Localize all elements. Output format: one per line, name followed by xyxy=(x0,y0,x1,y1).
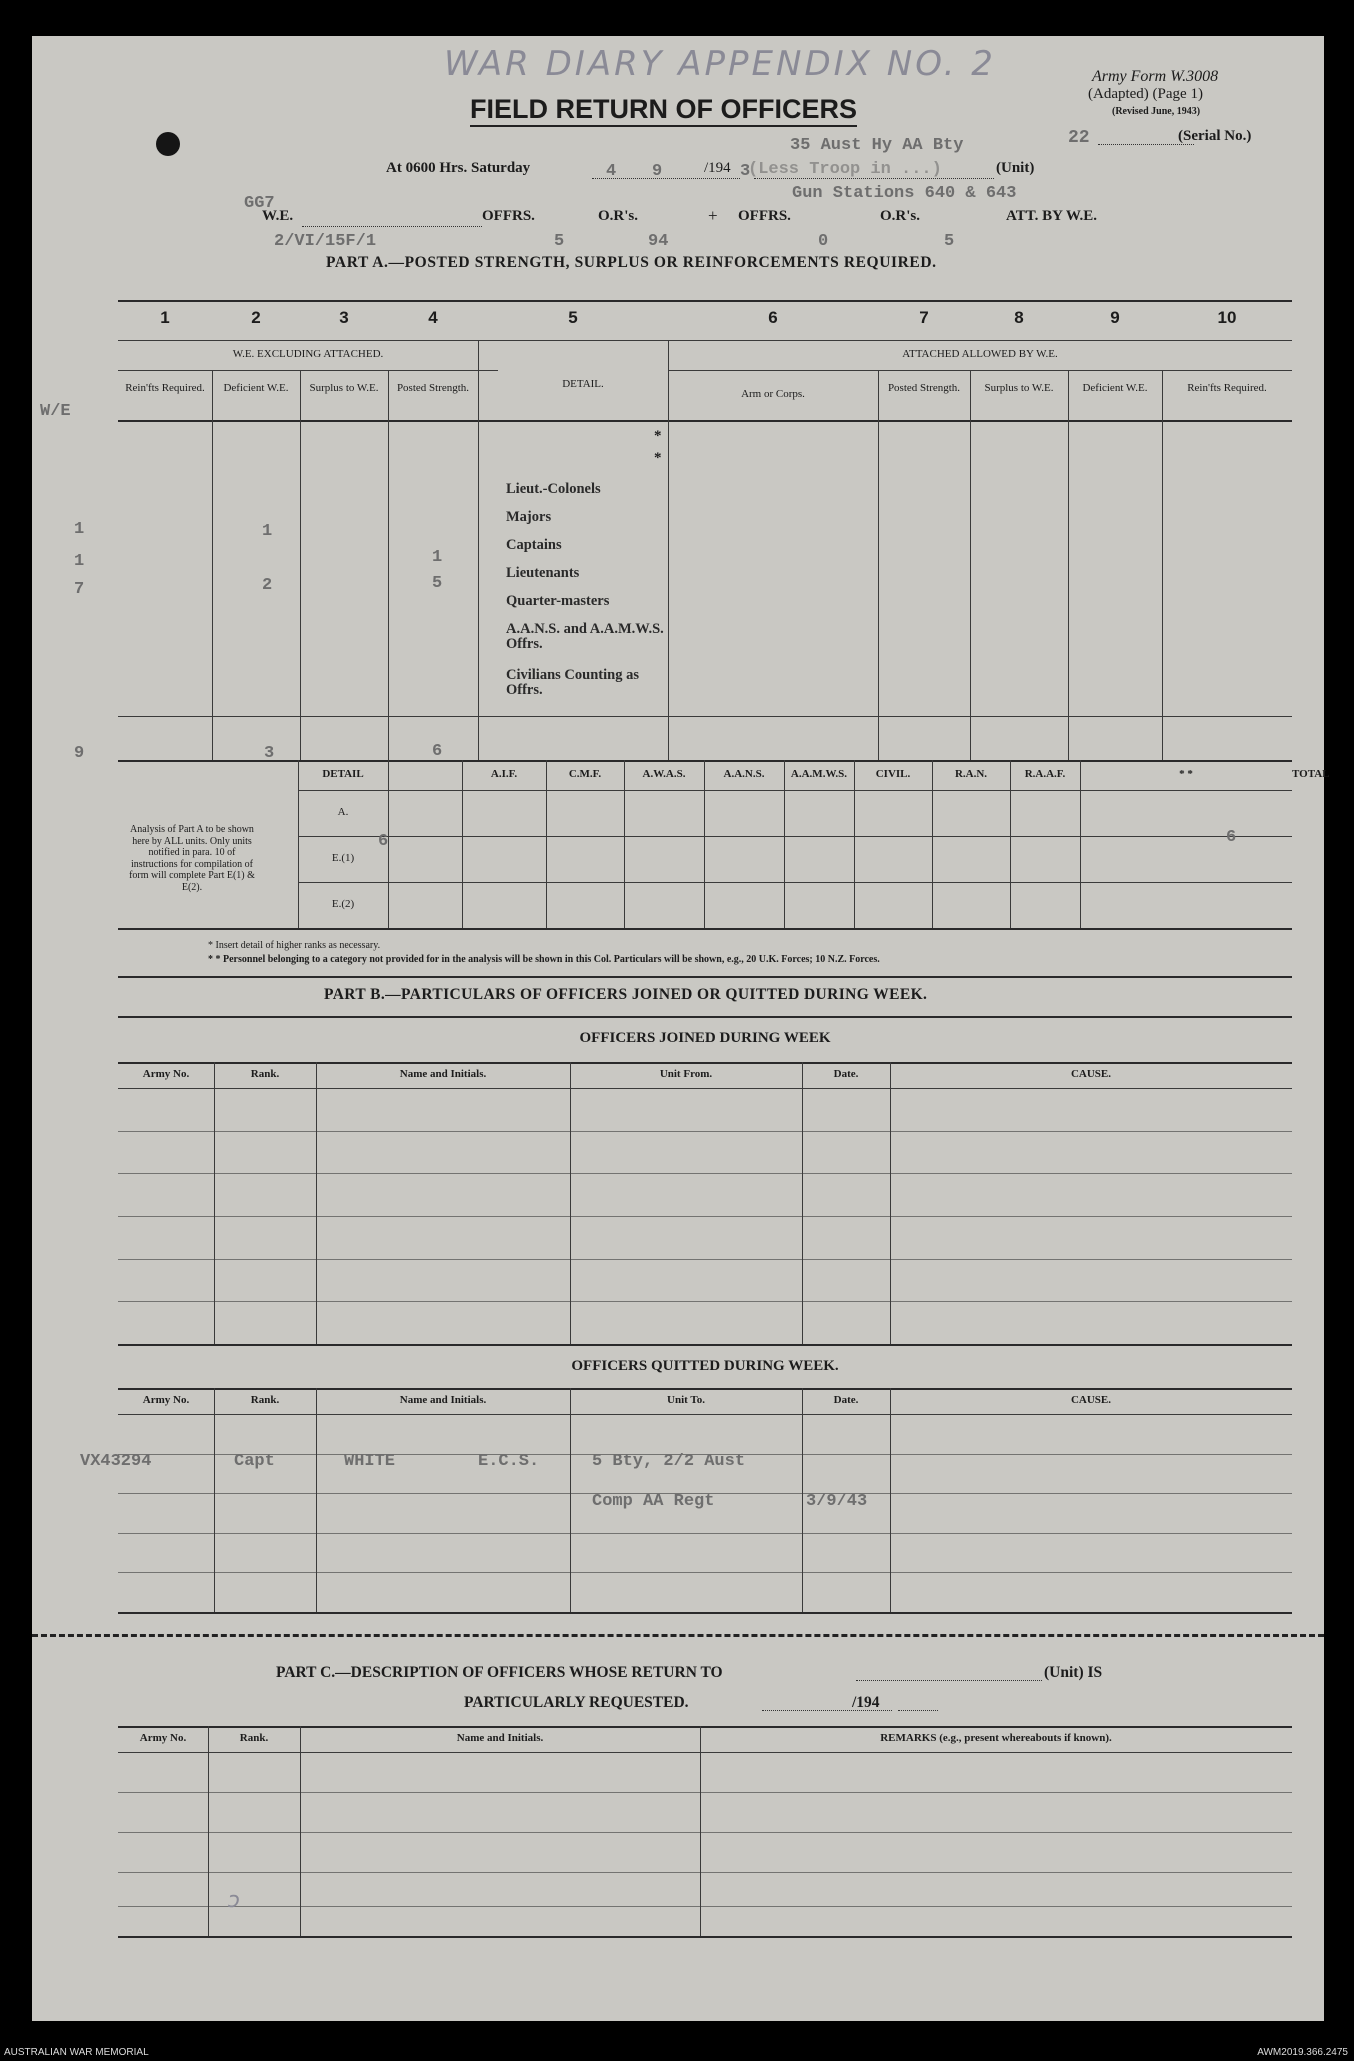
quitted-title: OFFICERS QUITTED DURING WEEK. xyxy=(571,1358,839,1374)
part-a-vline-right-1 xyxy=(970,370,971,760)
att-label: ATT. BY W.E. xyxy=(1006,208,1098,224)
offrs-label: OFFRS. xyxy=(482,208,535,224)
we-dots xyxy=(302,226,482,227)
column-number-8: 8 xyxy=(1014,308,1024,327)
part-a-vline-detail-right xyxy=(668,340,669,760)
footer-right: AWM2019.366.2475 xyxy=(1257,2047,1348,2058)
analysis-aif-value: 6 xyxy=(378,832,389,851)
quitted-bottom-rule xyxy=(118,1612,1292,1614)
part-c-heading-1: PART C.—DESCRIPTION OF OFFICERS WHOSE RETURN TO xyxy=(276,1664,723,1681)
offrs2-label: OFFRS. xyxy=(738,208,791,224)
footnote-2: * * Personnel belonging to a category not provided for in the analysis will be shown in this Col. Particulars will be shown, e.g., 20 U.K. Forces; 10 N.Z. Forces. xyxy=(208,954,880,965)
part-b-heading-rule xyxy=(118,1016,1292,1018)
we-typed-value: 2/VI/15F/1 xyxy=(274,232,377,251)
analysis-vline-7 xyxy=(854,760,855,928)
posted-total: 6 xyxy=(432,742,443,761)
quitted-rank: Capt xyxy=(234,1452,275,1471)
analysis-row-label-2: E.(1) xyxy=(331,852,355,864)
joined-row-rule-2 xyxy=(118,1173,1292,1174)
part-a-totals-rule xyxy=(118,716,1292,717)
part-a-bottom-rule xyxy=(118,760,1292,762)
part-b-heading: PART B.—PARTICULARS OF OFFICERS JOINED OR QUITTED DURING WEEK. xyxy=(324,986,928,1003)
unit-value-line-3: Gun Stations 640 & 643 xyxy=(792,184,1017,203)
part-c-bottom-rule xyxy=(118,1936,1292,1938)
margin-total: 9 xyxy=(74,744,85,763)
part-c-head-rule xyxy=(118,1752,1292,1753)
quitted-top-rule xyxy=(118,1388,1292,1390)
quitted-head-6: CAUSE. xyxy=(1070,1394,1112,1406)
quitted-head-4: Unit To. xyxy=(667,1394,705,1406)
analysis-head-9: R.A.N. xyxy=(954,768,988,780)
we-typed-ors: 94 xyxy=(648,232,669,251)
quitted-head-2: Rank. xyxy=(250,1394,280,1406)
deficient-value-lieutenants: 2 xyxy=(262,576,273,595)
quitted-name: WHITE xyxy=(344,1452,396,1471)
army-form-revised: (Revised June, 1943) xyxy=(1112,106,1201,117)
rank-4: Lieutenants xyxy=(506,565,580,581)
analysis-vline-4 xyxy=(624,760,625,928)
posted-value-lieutenants: 5 xyxy=(432,574,443,593)
margin-value-1: 1 xyxy=(74,520,85,539)
joined-row-rule-4 xyxy=(118,1259,1292,1260)
joined-title: OFFICERS JOINED DURING WEEK xyxy=(579,1030,831,1046)
joined-row-rule-3 xyxy=(118,1216,1292,1217)
form-paper xyxy=(32,36,1330,2021)
part-c-unit-dots xyxy=(856,1680,1042,1681)
column-number-5: 5 xyxy=(568,308,578,327)
quitted-date: 3/9/43 xyxy=(806,1492,868,1511)
part-c-row-rule-3 xyxy=(118,1872,1292,1873)
part-c-heading-2: PARTICULARLY REQUESTED. xyxy=(464,1694,689,1711)
rank-2: Majors xyxy=(506,509,552,525)
part-c-unit-label: (Unit) IS xyxy=(1044,1664,1103,1681)
part-c-head-4: REMARKS (e.g., present whereabouts if known). xyxy=(880,1732,1112,1744)
analysis-row-rule-1 xyxy=(298,836,1292,837)
quitted-vline-1 xyxy=(316,1388,317,1612)
part-c-vline-1 xyxy=(300,1726,301,1936)
part-a-vline-right-0 xyxy=(878,370,879,760)
analysis-head-12: TOTAL xyxy=(1292,768,1330,780)
column-number-10: 10 xyxy=(1217,308,1237,327)
analysis-head-rule xyxy=(298,790,1292,791)
analysis-note: Analysis of Part A to be shown here by ALL units. Only units notified in para. 10 of instructions for compilation of form will complete Part E(1) & E(2). xyxy=(129,824,255,893)
part-a-heading: PART A.—POSTED STRENGTH, SURPLUS OR REINFORCEMENTS REQUIRED. xyxy=(326,254,937,271)
part-a-vline-left-1 xyxy=(300,370,301,760)
part-a-header-bottom-rule xyxy=(118,420,1292,422)
analysis-vline-2 xyxy=(462,760,463,928)
analysis-head-5: A.W.A.S. xyxy=(642,768,686,780)
quitted-army-no: VX43294 xyxy=(80,1452,152,1471)
joined-head-2: Rank. xyxy=(250,1068,280,1080)
serial-number-value: 22 xyxy=(1068,128,1090,148)
joined-top-rule xyxy=(118,1062,1292,1064)
analysis-head-3: A.I.F. xyxy=(490,768,518,780)
part-c-row-rule-4 xyxy=(118,1906,1292,1907)
quitted-vline-4 xyxy=(890,1388,891,1612)
analysis-vline-8 xyxy=(932,760,933,928)
asterisk-1: * xyxy=(654,428,662,444)
part-a-right-head-5: Rein'fts Required. xyxy=(1187,382,1267,394)
analysis-head-8: CIVIL. xyxy=(875,768,911,780)
part-a-top-rule xyxy=(118,300,1292,302)
ors-label: O.R's. xyxy=(598,208,639,224)
we-plus: + xyxy=(708,206,718,225)
quitted-vline-3 xyxy=(802,1388,803,1612)
part-c-top-rule xyxy=(118,1726,1292,1728)
quitted-head-1: Army No. xyxy=(142,1394,190,1406)
quitted-initials: E.C.S. xyxy=(478,1452,540,1471)
punch-hole xyxy=(156,132,180,156)
at-line-year: /194 xyxy=(704,160,731,176)
analysis-vline-3 xyxy=(546,760,547,928)
analysis-bottom-rule xyxy=(118,928,1292,930)
quitted-unit-line-2: Comp AA Regt xyxy=(592,1492,715,1511)
analysis-head-11: * * xyxy=(1179,768,1193,780)
joined-row-rule-1 xyxy=(118,1131,1292,1132)
column-number-3: 3 xyxy=(339,308,349,327)
column-number-9: 9 xyxy=(1110,308,1120,327)
part-a-vline-left-0 xyxy=(212,370,213,760)
at-line-unit-label: (Unit) xyxy=(996,160,1035,176)
rank-6: A.A.N.S. and A.A.M.W.S. Offrs. xyxy=(506,621,664,652)
quitted-row-rule-4 xyxy=(118,1572,1292,1573)
part-a-vline-right-3 xyxy=(1162,370,1163,760)
we-typed-offrs: 5 xyxy=(554,232,565,251)
part-a-rule-2 xyxy=(118,340,1292,341)
part-c-pencil-mark: ↄ xyxy=(228,1888,241,1913)
quitted-unit-line-1: 5 Bty, 2/2 Aust xyxy=(592,1452,746,1471)
part-c-row-rule-1 xyxy=(118,1792,1292,1793)
posted-value-captains: 1 xyxy=(432,548,443,567)
quitted-head-5: Date. xyxy=(833,1394,859,1406)
margin-value-2: 1 xyxy=(74,552,85,571)
attached-allowed-label: ATTACHED ALLOWED BY W.E. xyxy=(902,348,1058,360)
analysis-head-1: DETAIL xyxy=(322,768,364,780)
column-number-1: 1 xyxy=(160,308,170,327)
rank-7: Civilians Counting as Offrs. xyxy=(506,667,639,698)
part-a-left-head-4: Posted Strength. xyxy=(396,382,470,394)
serial-label: (Serial No.) xyxy=(1178,128,1252,144)
joined-head-6: CAUSE. xyxy=(1070,1068,1112,1080)
column-number-6: 6 xyxy=(768,308,778,327)
analysis-total-value: 6 xyxy=(1226,828,1237,847)
margin-value-3: 7 xyxy=(74,580,85,599)
part-a-vline-left-2 xyxy=(388,370,389,760)
unit-value-line-2: (Less Troop in ...) xyxy=(748,160,942,179)
quitted-row-rule-3 xyxy=(118,1533,1292,1534)
we-label: W.E. xyxy=(262,208,294,224)
part-a-left-head-1: Rein'fts Required. xyxy=(125,382,205,394)
handwritten-title: WAR DIARY APPENDIX NO. 2 xyxy=(444,44,996,84)
column-number-2: 2 xyxy=(251,308,261,327)
joined-row-rule-5 xyxy=(118,1301,1292,1302)
joined-head-rule xyxy=(118,1088,1292,1089)
part-c-year-dots xyxy=(898,1710,938,1711)
column-number-7: 7 xyxy=(919,308,929,327)
part-c-date-year: /194 xyxy=(852,1694,880,1711)
analysis-row-label-1: A. xyxy=(337,806,349,818)
part-a-right-head-4: Deficient W.E. xyxy=(1082,382,1148,394)
part-a-vline-right-2 xyxy=(1068,370,1069,760)
footer-left: AUSTRALIAN WAR MEMORIAL xyxy=(4,2047,149,2058)
analysis-head-6: A.A.N.S. xyxy=(723,768,765,780)
we-typed-prefix: GG7 xyxy=(244,194,275,213)
rank-3: Captains xyxy=(506,537,562,553)
analysis-head-7: A.A.M.W.S. xyxy=(790,768,848,780)
detail-column-header: DETAIL. xyxy=(562,378,604,390)
footnote-bottom-rule xyxy=(118,976,1292,978)
joined-bottom-rule xyxy=(118,1344,1292,1346)
asterisk-2: * xyxy=(654,450,662,466)
part-a-left-head-3: Surplus to W.E. xyxy=(309,382,379,394)
quitted-head-rule xyxy=(118,1414,1292,1415)
margin-we-label: W/E xyxy=(40,402,71,421)
joined-head-5: Date. xyxy=(833,1068,859,1080)
part-a-left-head-2: Deficient W.E. xyxy=(223,382,289,394)
analysis-row-label-3: E.(2) xyxy=(331,898,355,910)
we-typed-offrs2: 0 xyxy=(818,232,829,251)
we-typed-ors2: 5 xyxy=(944,232,955,251)
analysis-head-4: C.M.F. xyxy=(568,768,602,780)
analysis-head-10: R.A.A.F. xyxy=(1024,768,1066,780)
part-a-rule-3-left xyxy=(118,370,498,371)
dashed-separator xyxy=(32,1634,1324,1637)
analysis-vline-10 xyxy=(1080,760,1081,928)
deficient-value-majors: 1 xyxy=(262,522,273,541)
part-a-right-head-2: Posted Strength. xyxy=(887,382,961,394)
army-form-number: Army Form W.3008 xyxy=(1092,68,1219,85)
column-number-4: 4 xyxy=(428,308,438,327)
analysis-vline-6 xyxy=(784,760,785,928)
part-c-vline-2 xyxy=(700,1726,701,1936)
footnote-1: * Insert detail of higher ranks as necessary. xyxy=(208,940,381,951)
rank-1: Lieut.-Colonels xyxy=(506,481,601,497)
deficient-total: 3 xyxy=(264,744,275,763)
part-c-head-2: Rank. xyxy=(239,1732,269,1744)
joined-head-3: Name and Initials. xyxy=(399,1068,487,1080)
quitted-vline-0 xyxy=(214,1388,215,1612)
part-a-rule-3-right xyxy=(668,370,1292,371)
analysis-vline-9 xyxy=(1010,760,1011,928)
part-a-vline-detail-left xyxy=(478,340,479,760)
rank-5: Quarter-masters xyxy=(506,593,610,609)
analysis-row-rule-2 xyxy=(298,882,1292,883)
at-line-prefix: At 0600 Hrs. Saturday xyxy=(386,160,531,176)
joined-head-4: Unit From. xyxy=(659,1068,713,1080)
part-a-right-head-3: Surplus to W.E. xyxy=(984,382,1054,394)
army-form-adapted: (Adapted) (Page 1) xyxy=(1088,86,1203,102)
at-line-day: 4 xyxy=(606,162,617,181)
part-c-head-1: Army No. xyxy=(139,1732,187,1744)
part-c-head-3: Name and Initials. xyxy=(456,1732,544,1744)
form-title: FIELD RETURN OF OFFICERS xyxy=(470,94,857,127)
part-a-right-head-1: Arm or Corps. xyxy=(741,388,805,400)
at-line-year-value: 3 xyxy=(740,162,751,181)
we-excluding-attached-label: W.E. EXCLUDING ATTACHED. xyxy=(232,348,384,360)
ors2-label: O.R's. xyxy=(880,208,921,224)
quitted-head-3: Name and Initials. xyxy=(399,1394,487,1406)
joined-head-1: Army No. xyxy=(142,1068,190,1080)
analysis-vline-5 xyxy=(704,760,705,928)
unit-value-line-1: 35 Aust Hy AA Bty xyxy=(790,136,964,155)
at-line-month: 9 xyxy=(652,162,663,181)
quitted-vline-2 xyxy=(570,1388,571,1612)
part-c-row-rule-2 xyxy=(118,1832,1292,1833)
part-c-vline-0 xyxy=(208,1726,209,1936)
